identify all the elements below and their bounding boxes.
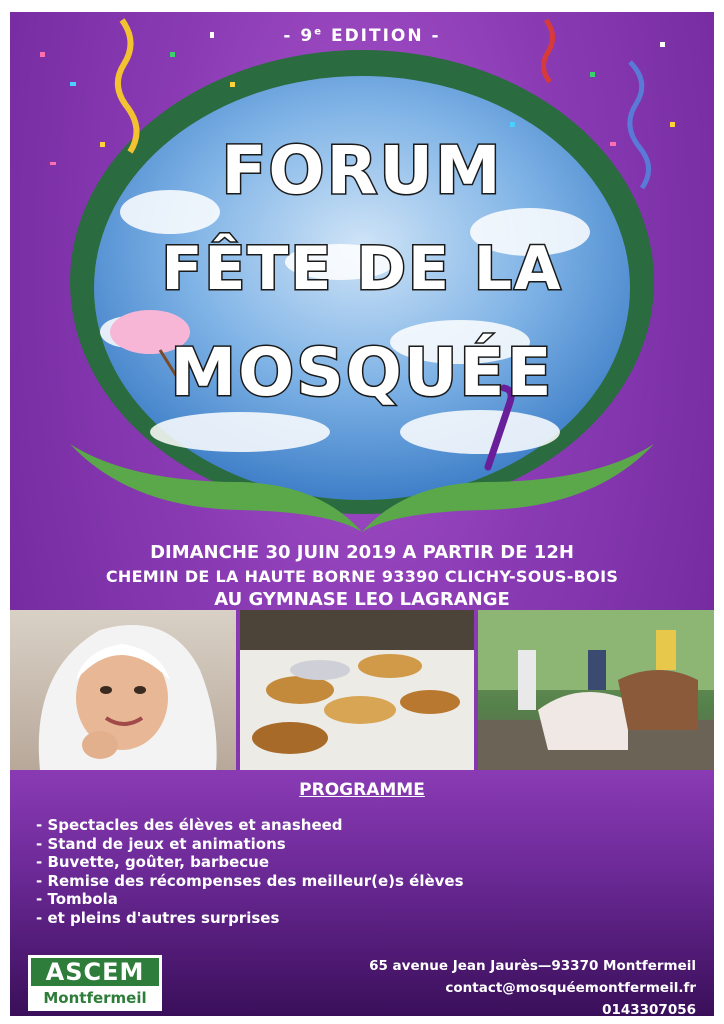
- event-venue: AU GYMNASE LEO LAGRANGE: [214, 589, 510, 610]
- programme-item: - Remise des récompenses des meilleur(e)s élèves: [36, 871, 464, 890]
- contact-phone[interactable]: 0143307056: [602, 1002, 696, 1016]
- photo-pastries: [240, 610, 474, 770]
- ascem-logo: [28, 955, 162, 1011]
- edition-label: - 9e EDITION -: [283, 26, 441, 46]
- title-mosquee: MOSQUÉE: [170, 334, 554, 411]
- programme-title: PROGRAMME: [299, 780, 425, 800]
- programme-list: [36, 816, 464, 928]
- event-address: CHEMIN DE LA HAUTE BORNE 93390 CLICHY-SOUS-BOIS: [105, 567, 619, 586]
- programme-item: - Buvette, goûter, barbecue: [36, 853, 270, 872]
- programme-item: - Spectacles des élèves et anasheed: [36, 816, 343, 834]
- event-date: DIMANCHE 30 JUIN 2019 A PARTIR DE 12H: [150, 542, 574, 563]
- logo-city: Montfermeil: [31, 988, 159, 1008]
- logo-name: ASCEM: [31, 958, 159, 986]
- title-forum: FORUM: [221, 132, 503, 209]
- contact-address: 65 avenue Jean Jaurès—93370 Montfermeil: [369, 958, 696, 974]
- photo-girl: [10, 610, 236, 770]
- programme-item: - Tombola: [36, 890, 118, 909]
- programme-section: [10, 770, 714, 1016]
- contact-email[interactable]: contact@mosquéemontfermeil.fr: [445, 980, 696, 996]
- programme-item: - Stand de jeux et animations: [36, 834, 286, 853]
- programme-item: - et pleins d'autres surprises: [36, 908, 280, 927]
- title-fete-de-la: FÊTE DE LA: [161, 234, 563, 304]
- event-poster: [10, 12, 714, 1016]
- photo-pony-ride: [478, 610, 714, 770]
- photo-strip: [10, 610, 714, 770]
